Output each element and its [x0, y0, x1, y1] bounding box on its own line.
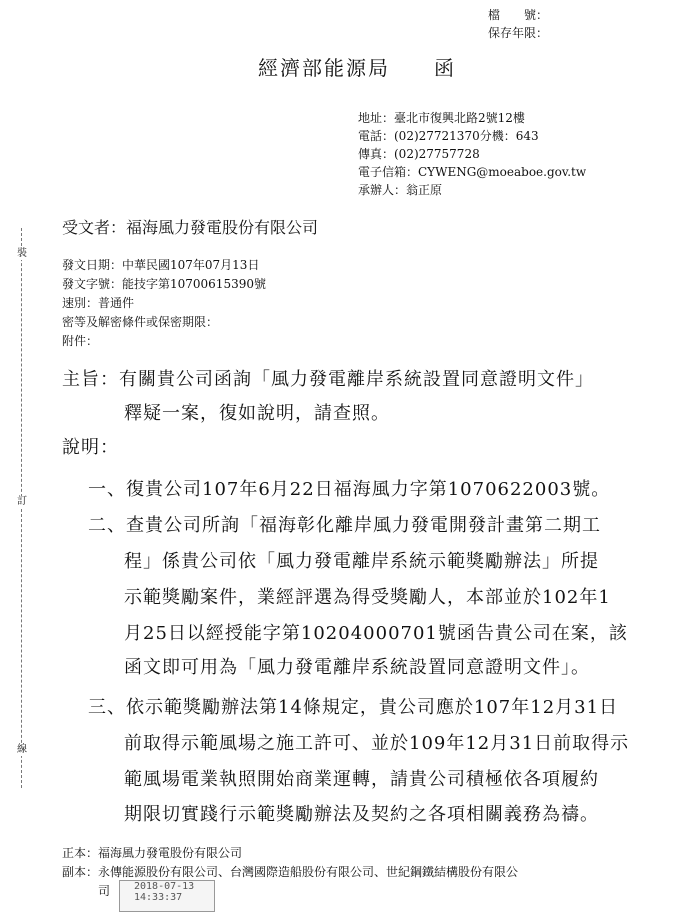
explanation-item-3-line-3: 範風場電業執照開始商業運轉，請貴公司積極依各項履約 [124, 769, 599, 790]
subject-line-2: 釋疑一案，復如說明，請查照。 [124, 403, 390, 424]
issue-number: 發文字號：能技字第10700615390號 [62, 277, 266, 291]
copy-recipients-line-2: 司 [98, 884, 111, 898]
explanation-item-3-line-4: 期限切實踐行示範獎勵辦法及契約之各項相關義務為禱。 [124, 804, 599, 825]
stamp-time: 14:33:37 [134, 892, 183, 903]
contact-address: 地址：臺北市復興北路2號12樓 [358, 111, 525, 125]
contact-phone: 電話：(02)27721370分機：643 [358, 129, 539, 143]
timestamp-stamp [119, 880, 215, 912]
contact-email: 電子信箱：CYWENG@moeaboe.gov.tw [358, 165, 587, 179]
explanation-item-3-line-1: 三、依示範獎勵辦法第14條規定，貴公司應於107年12月31日 [88, 697, 619, 718]
contact-officer: 承辦人：翁正原 [358, 183, 443, 197]
explanation-item-2-line-3: 示範獎勵案件，業經評選為得受獎勵人，本部並於102年1 [124, 587, 611, 608]
attachments: 附件： [62, 334, 99, 348]
explanation-item-2-line-1: 二、查貴公司所詢「福海彰化離岸風力發電開發計畫第二期工 [88, 515, 601, 536]
binding-line [21, 228, 22, 788]
explanation-heading: 說明： [62, 437, 119, 458]
explanation-item-2-line-4: 月25日以經授能字第10204000701號函告貴公司在案，該 [124, 623, 628, 644]
contact-fax: 傳真：(02)27757728 [358, 147, 480, 161]
binding-mark-bottom: 線 [17, 744, 27, 755]
stamp-date: 2018-07-13 [134, 881, 195, 892]
delivery-speed: 速別：普通件 [62, 296, 135, 310]
explanation-item-2-line-2: 程」係貴公司依「風力發電離岸系統示範獎勵辦法」所提 [124, 551, 599, 572]
explanation-item-2-line-5: 函文即可用為「風力發電離岸系統設置同意證明文件」。 [124, 657, 590, 678]
document-title: 經濟部能源局 函 [258, 56, 456, 80]
recipient: 受文者：福海風力發電股份有限公司 [62, 218, 319, 237]
file-number-label: 檔 號： [488, 8, 549, 22]
explanation-item-1: 一、復貴公司107年6月22日福海風力字第1070622003號。 [88, 479, 611, 500]
retention-period-label: 保存年限： [488, 26, 549, 40]
secrecy-level: 密等及解密條件或保密期限： [62, 315, 219, 329]
explanation-item-3-line-2: 前取得示範風場之施工許可、並於109年12月31日前取得示 [124, 733, 630, 754]
binding-mark-middle: 訂 [17, 496, 27, 507]
issue-date: 發文日期：中華民國107年07月13日 [62, 258, 260, 272]
subject-line-1: 主旨：有關貴公司函詢「風力發電離岸系統設置同意證明文件」 [62, 369, 594, 390]
original-recipient: 正本：福海風力發電股份有限公司 [62, 846, 243, 860]
binding-mark-top: 裝 [17, 248, 27, 259]
copy-recipients-line-1: 副本：永傳能源股份有限公司、台灣國際造船股份有限公司、世紀鋼鐵結構股份有限公 [62, 865, 519, 879]
